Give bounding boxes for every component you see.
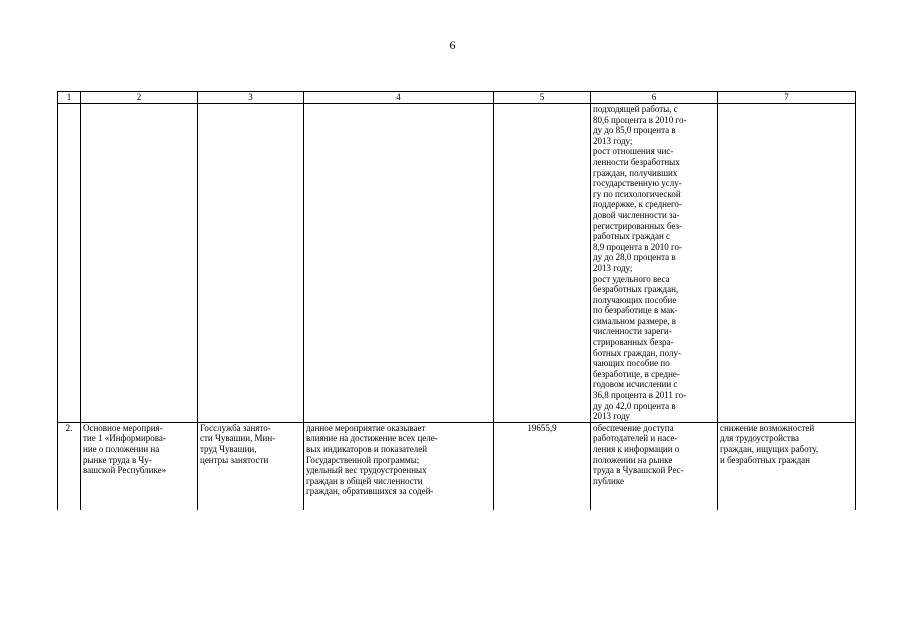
table-row <box>58 422 856 510</box>
funding-cell: 19655,9 <box>494 422 591 510</box>
activity-cell <box>81 104 198 423</box>
column-number-2: 2 <box>81 92 198 104</box>
column-number-6: 6 <box>591 92 718 104</box>
column-number-3: 3 <box>198 92 304 104</box>
column-number-4: 4 <box>304 92 494 104</box>
column-number-1: 1 <box>58 92 81 104</box>
executor-cell <box>198 104 304 423</box>
activity-cell: Основное мероприя- тие 1 «Информирова- ние о положении на рынке труда в Чу- вашской Республике» <box>81 422 198 510</box>
expected-result-cell: подходящей работы, с 80,6 процента в 2010 го- ду до 85,0 процента в 2013 году; рост отношения чис- ленности безработных граждан, получивших государственную услу- гу по психологической поддержке, к среднего- довой численности за- регистрированных без- работных граждан с 8,9 процента в 2010 го- ду до 28,0 процента в 2013 году; рост удельного веса безработных граждан, получающих пособие по безработице в мак- симальном размере, в численности зареги- стрированных безра- ботных граждан, полу- чающих пособие по безработице, в средне- годовом исчислении с 36,8 процента в 2011 го- ду до 42,0 процента в 2013 году <box>591 104 718 423</box>
table-header-row <box>58 92 856 104</box>
indicator-link-cell: данное мероприятие оказывает влияние на достижение всех целе- вых индикаторов и показателей Государственной программы; удельный вес трудоустроенных граждан в общей численности граждан, обратившихся за содей- <box>304 422 494 510</box>
expected-result-cell: обеспечение доступа работодателей и насе- ления к информации о положении на рынке труда в Чувашской Рес- публике <box>591 422 718 510</box>
table-row <box>58 104 856 423</box>
consequence-cell <box>718 104 856 423</box>
column-number-7: 7 <box>718 92 856 104</box>
row-number-cell <box>58 104 81 423</box>
consequence-cell: снижение возможностей для трудоустройства граждан, ищущих работу, и безработных граждан <box>718 422 856 510</box>
indicator-link-cell <box>304 104 494 423</box>
executor-cell: Госслужба занято- сти Чувашии, Мин- труд Чувашии, центры занятости <box>198 422 304 510</box>
column-number-5: 5 <box>494 92 591 104</box>
page-number: 6 <box>449 38 456 52</box>
program-table <box>57 91 856 510</box>
funding-cell <box>494 104 591 423</box>
row-number-cell: 2. <box>58 422 81 510</box>
